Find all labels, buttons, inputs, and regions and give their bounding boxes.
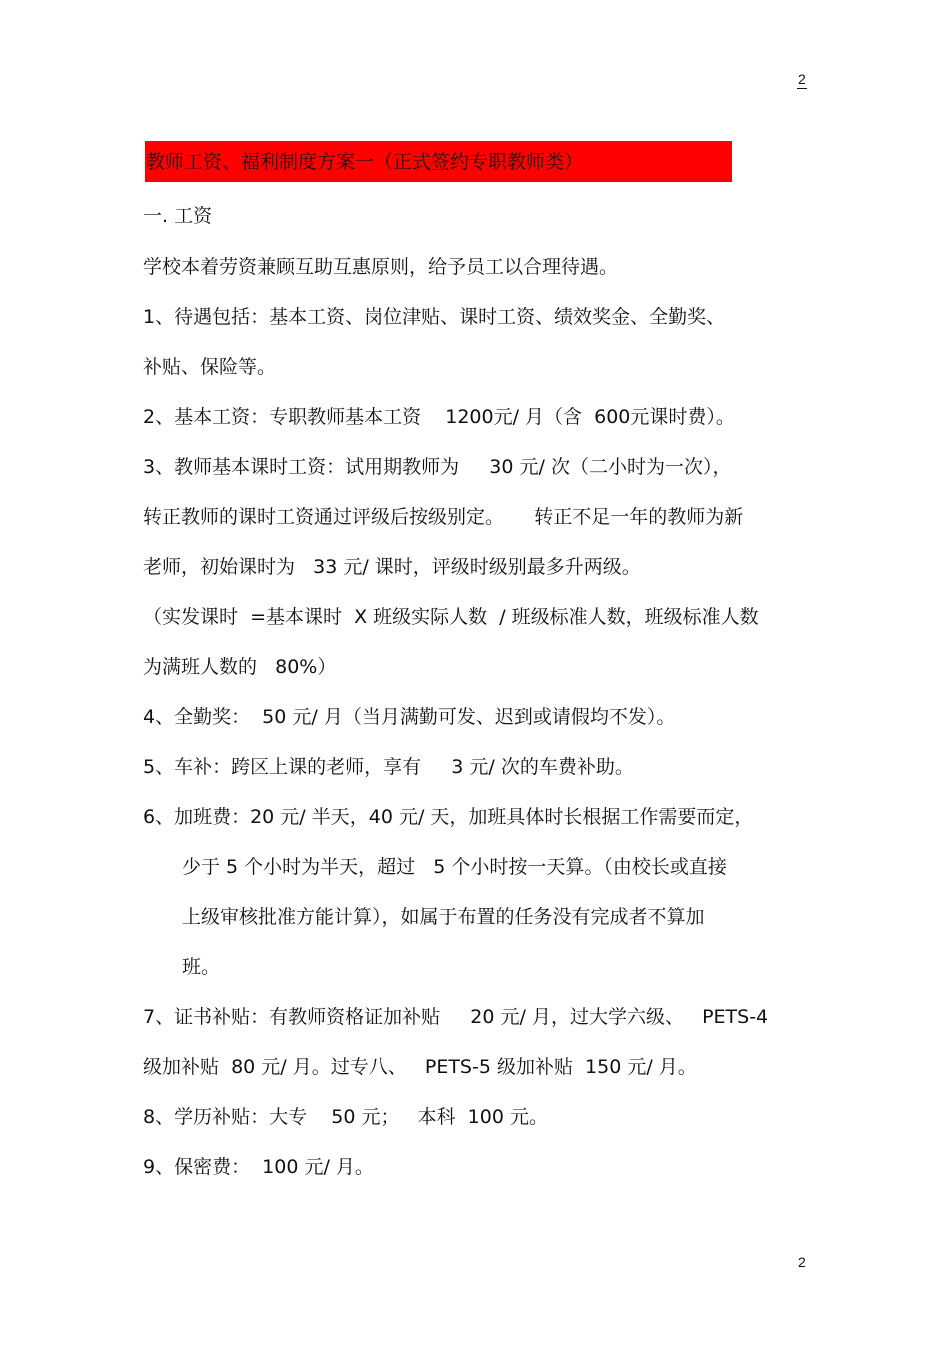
- item-6-line-2: 少于 5 个小时为半天，超过 5 个小时按一天算。（由校长或直接: [182, 856, 727, 878]
- paragraph-intro: 学校本着劳资兼顾互助互惠原则，给予员工以合理待遇。: [143, 256, 619, 278]
- item-7-line-2: 级加补贴 80 元/ 月。过专八、 PETS-5 级加补贴 150 元/ 月。: [143, 1056, 697, 1078]
- item-1-line-1: 1、待遇包括：基本工资、岗位津贴、课时工资、绩效奖金、全勤奖、: [143, 306, 726, 328]
- item-3-formula-line-2: 为满班人数的 80%）: [143, 656, 337, 678]
- item-2: 2、基本工资：专职教师基本工资 1200元/ 月（含 600元课时费）。: [143, 406, 735, 428]
- page-number-bottom: 2: [798, 1254, 806, 1270]
- page-number-underline: [797, 88, 807, 89]
- page-number-top: 2: [798, 71, 806, 87]
- item-7-line-1: 7、证书补贴：有教师资格证加补贴 20 元/ 月，过大学六级、 PETS-4: [143, 1006, 769, 1028]
- item-6-line-1: 6、加班费：20 元/ 半天，40 元/ 天，加班具体时长根据工作需要而定，: [143, 806, 754, 828]
- document-title: 教师工资、福利制度方案一（正式签约专职教师类）: [146, 151, 584, 173]
- item-9: 9、保密费： 100 元/ 月。: [143, 1156, 374, 1178]
- item-3-line-1: 3、教师基本课时工资：试用期教师为 30 元/ 次（二小时为一次），: [143, 456, 732, 478]
- item-3-line-2: 转正教师的课时工资通过评级后按级别定。 转正不足一年的教师为新: [143, 506, 744, 528]
- item-8: 8、学历补贴：大专 50 元； 本科 100 元。: [143, 1106, 548, 1128]
- item-5: 5、车补：跨区上课的老师，享有 3 元/ 次的车费补助。: [143, 756, 634, 778]
- item-6-line-4: 班。: [182, 956, 221, 978]
- item-1-line-2: 补贴、保险等。: [143, 356, 277, 378]
- item-4: 4、全勤奖： 50 元/ 月（当月满勤可发、迟到或请假均不发）。: [143, 706, 676, 728]
- section-heading: 一. 工资: [143, 205, 213, 227]
- item-6-line-3: 上级审核批准方能计算），如属于布置的任务没有完成者不算加: [182, 906, 705, 928]
- item-3-formula-line-1: （实发课时 =基本课时 X 班级实际人数 / 班级标准人数，班级标准人数: [143, 606, 759, 628]
- item-3-line-3: 老师，初始课时为 33 元/ 课时，评级时级别最多升两级。: [143, 556, 641, 578]
